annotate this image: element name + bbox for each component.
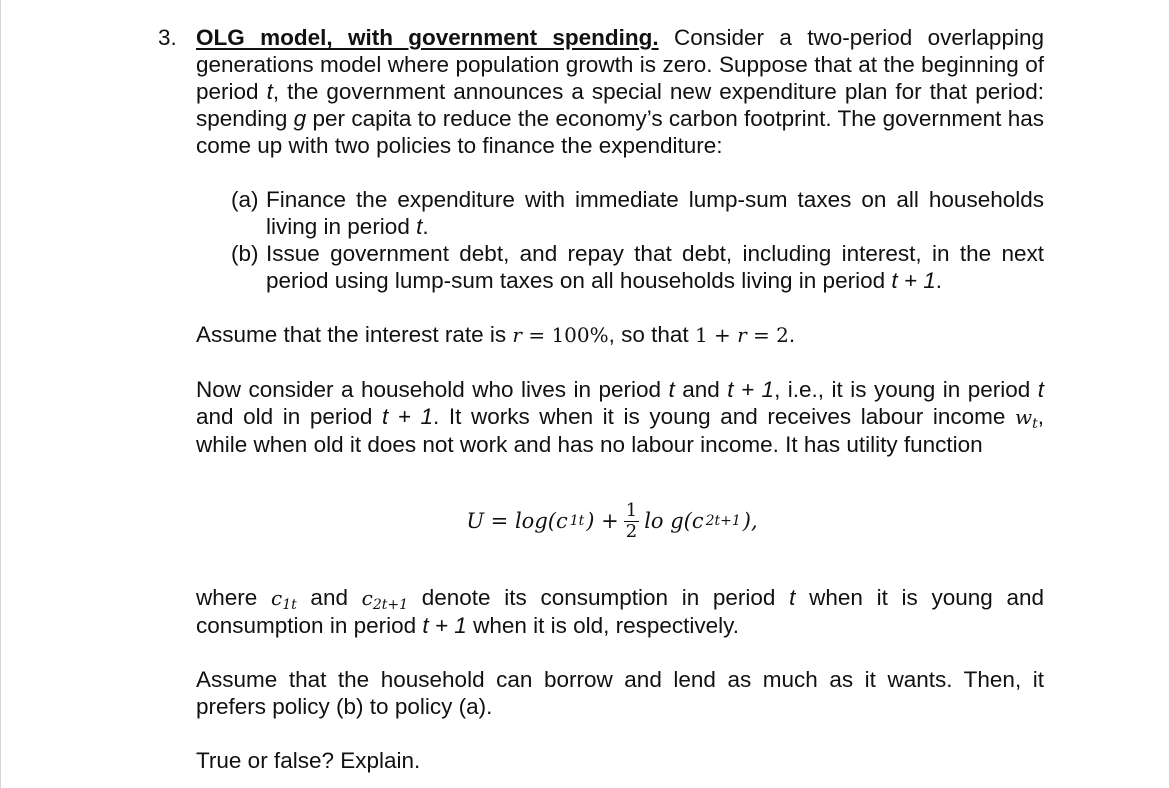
household-period-t-2: t [1037,377,1044,402]
household-and: and [674,377,728,402]
household-period-t1-2: t + 1 [381,404,434,429]
equation-rhs: lo g(c [644,509,704,533]
policy-b-text: Issue government debt, and repay that debt, including interest, in the next period using lump-sum taxes on all households living in period [266,241,1044,293]
where-text-1: where [196,585,271,610]
policy-a-text: Finance the expenditure with immediate lump-sum taxes on all households living in period [266,187,1044,239]
where-paragraph [196,584,1044,639]
c2-subscript: 2t+1 [372,597,409,613]
question-body [196,24,1044,774]
where-and: and [296,585,362,610]
page-border-left [0,0,1,788]
utility-equation [196,485,1044,557]
intro-text-1: Consider a two-period overlapping generations model where population growth is zero. Suppose that at the beginning of period [196,25,1044,104]
policy-a-period: t [416,214,423,239]
where-period-t1: t + 1 [422,613,467,638]
question-title: OLG model, with government spending. [196,25,659,50]
policy-a-end: . [422,214,429,239]
intro-text-2: , the government announces a special new expenditure plan for that period: spending [196,79,1044,131]
household-paragraph [196,376,1044,458]
wage-symbol: w [1014,405,1033,429]
interest-expr-prefix: 1 + [694,323,738,347]
equation-lhs: U = log(c [466,509,568,533]
interest-mid-text: , so that [608,322,695,347]
equation-plus: ) + [586,509,619,533]
household-text-2: , i.e., it is young in period [774,377,1038,402]
household-text-5: , while when old it does not work and has no labour income. It has utility function [196,404,1044,457]
interest-rate-value: = 100% [521,323,609,347]
intro-paragraph [196,24,1044,159]
equation-fraction [624,501,639,542]
interest-expr-value: = 2 [746,323,789,347]
fraction-numerator: 1 [625,499,638,521]
policy-a [231,186,1044,240]
fraction-denominator: 2 [625,520,638,542]
household-text-4: . It works when it is young and receives labour income [433,404,1015,429]
household-text-3: and old in period [196,404,382,429]
question-number: 3. [158,25,177,50]
interest-text: Assume that the interest rate is [196,322,513,347]
closing-prompt: True or false? Explain. [196,748,421,773]
policy-a-label: (a) [231,187,259,212]
intro-period-t: t [266,79,273,104]
interest-end: . [788,322,796,347]
policy-b-end: . [935,268,943,293]
household-period-t1: t + 1 [727,377,775,402]
c1-symbol: c [270,586,283,610]
equation-end: ), [742,509,758,533]
interest-r-symbol: r [512,323,522,347]
c2-symbol: c [361,586,373,610]
question-block [158,24,1044,774]
policy-list [231,186,1044,294]
intro-text-3: per capita to reduce the economy’s carbon footprint. The government has come up with two policies to finance the expenditure: [196,106,1044,158]
interest-paragraph [196,321,1044,349]
household-text-1: Now consider a household who lives in period [196,377,669,402]
household-period-t: t [668,377,675,402]
intro-spending-g: g [293,106,307,131]
where-text-2: denote its consumption in period [408,585,790,610]
c1-subscript: 1t [282,597,297,613]
assumption-paragraph: Assume that the household can borrow and lend as much as it wants. Then, it prefers policy (b) to policy (a). [196,667,1044,719]
wage-subscript: t [1032,416,1038,432]
where-text-4: when it is old, respectively. [466,613,740,638]
policy-b-label: (b) [231,241,259,266]
policy-b [231,240,1044,294]
interest-r-symbol-2: r [737,323,747,347]
utility-equation-body: U = log(c 1t ) + $\frac{1}{2}$ lo g(c 2t+1 ), [466,485,757,557]
where-text-3: when it is young and consumption in period [196,585,1045,638]
policy-b-period: t + 1 [891,268,936,293]
where-period-t: t [789,585,796,610]
